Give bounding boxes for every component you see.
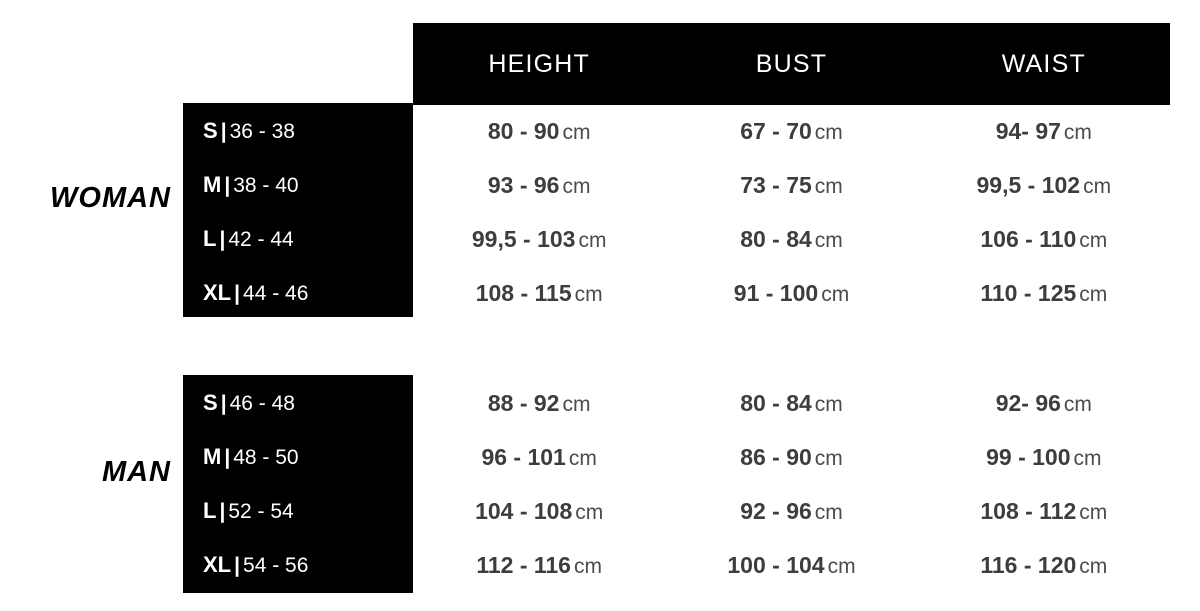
table-row [183, 104, 1170, 158]
table-row [183, 430, 1170, 484]
cell-size [183, 280, 413, 306]
size-eu: 54 - 56 [243, 554, 309, 577]
cell-height: 93 - 96 cm [487, 171, 591, 198]
size-eu: 48 - 50 [233, 446, 299, 469]
size-code: XL [203, 280, 232, 305]
cell-height: 99,5 - 103 cm [471, 225, 607, 252]
size-eu: 42 - 44 [228, 228, 294, 251]
column-header-height: HEIGHT [488, 49, 590, 78]
cell-size [183, 390, 413, 416]
cell-bust: 73 - 75 cm [740, 171, 843, 198]
cell-waist: 110 - 125 cm [980, 279, 1108, 306]
cell-height: 88 - 92 cm [487, 389, 591, 416]
size-separator: | [220, 120, 227, 143]
table-row [183, 158, 1170, 212]
cell-size [183, 118, 413, 144]
size-eu: 38 - 40 [233, 174, 299, 197]
cell-bust: 80 - 84 cm [740, 225, 843, 252]
size-eu: 44 - 46 [243, 282, 309, 305]
cell-bust: 92 - 96 cm [740, 497, 843, 524]
table-row [183, 212, 1170, 266]
size-code: S [203, 390, 218, 415]
column-header-row [413, 23, 1170, 105]
size-code: M [203, 172, 222, 197]
size-separator: | [234, 282, 241, 305]
cell-size [183, 444, 413, 470]
size-separator: | [219, 228, 226, 251]
table-row [183, 484, 1170, 538]
cell-waist: 99 - 100 cm [986, 443, 1102, 470]
size-separator: | [224, 174, 231, 197]
size-code: L [203, 498, 217, 523]
size-separator: | [224, 446, 231, 469]
column-header-waist: WAIST [1001, 49, 1086, 78]
cell-height: 96 - 101 cm [481, 443, 597, 470]
cell-bust: 100 - 104 cm [727, 551, 856, 578]
group-label-man: MAN [101, 456, 171, 488]
table-row [183, 266, 1170, 320]
table-row [183, 376, 1170, 430]
column-header-bust: BUST [755, 49, 828, 78]
cell-size [183, 552, 413, 578]
size-eu: 52 - 54 [228, 500, 294, 523]
group-label-woman: WOMAN [50, 182, 171, 214]
size-eu: 36 - 38 [229, 120, 295, 143]
size-separator: | [234, 554, 241, 577]
cell-waist: 108 - 112 cm [980, 497, 1108, 524]
cell-bust: 67 - 70 cm [740, 117, 843, 144]
size-code: M [203, 444, 222, 469]
cell-size [183, 226, 413, 252]
size-eu: 46 - 48 [229, 392, 295, 415]
cell-bust: 91 - 100 cm [733, 279, 850, 306]
size-code: L [203, 226, 217, 251]
cell-waist: 99,5 - 102 cm [976, 171, 1112, 198]
cell-size [183, 498, 413, 524]
size-separator: | [220, 392, 227, 415]
cell-waist: 94- 97 cm [995, 117, 1092, 144]
cell-height: 108 - 115 cm [475, 279, 603, 306]
cell-bust: 86 - 90 cm [740, 443, 843, 470]
size-code: S [203, 118, 218, 143]
cell-waist: 116 - 120 cm [980, 551, 1108, 578]
cell-size [183, 172, 413, 198]
cell-height: 104 - 108 cm [475, 497, 604, 524]
cell-height: 80 - 90 cm [487, 117, 591, 144]
table-row [183, 538, 1170, 592]
cell-height: 112 - 116 cm [476, 551, 602, 578]
cell-bust: 80 - 84 cm [740, 389, 843, 416]
cell-waist: 92- 96 cm [995, 389, 1092, 416]
size-separator: | [219, 500, 226, 523]
size-code: XL [203, 552, 232, 577]
cell-waist: 106 - 110 cm [980, 225, 1108, 252]
